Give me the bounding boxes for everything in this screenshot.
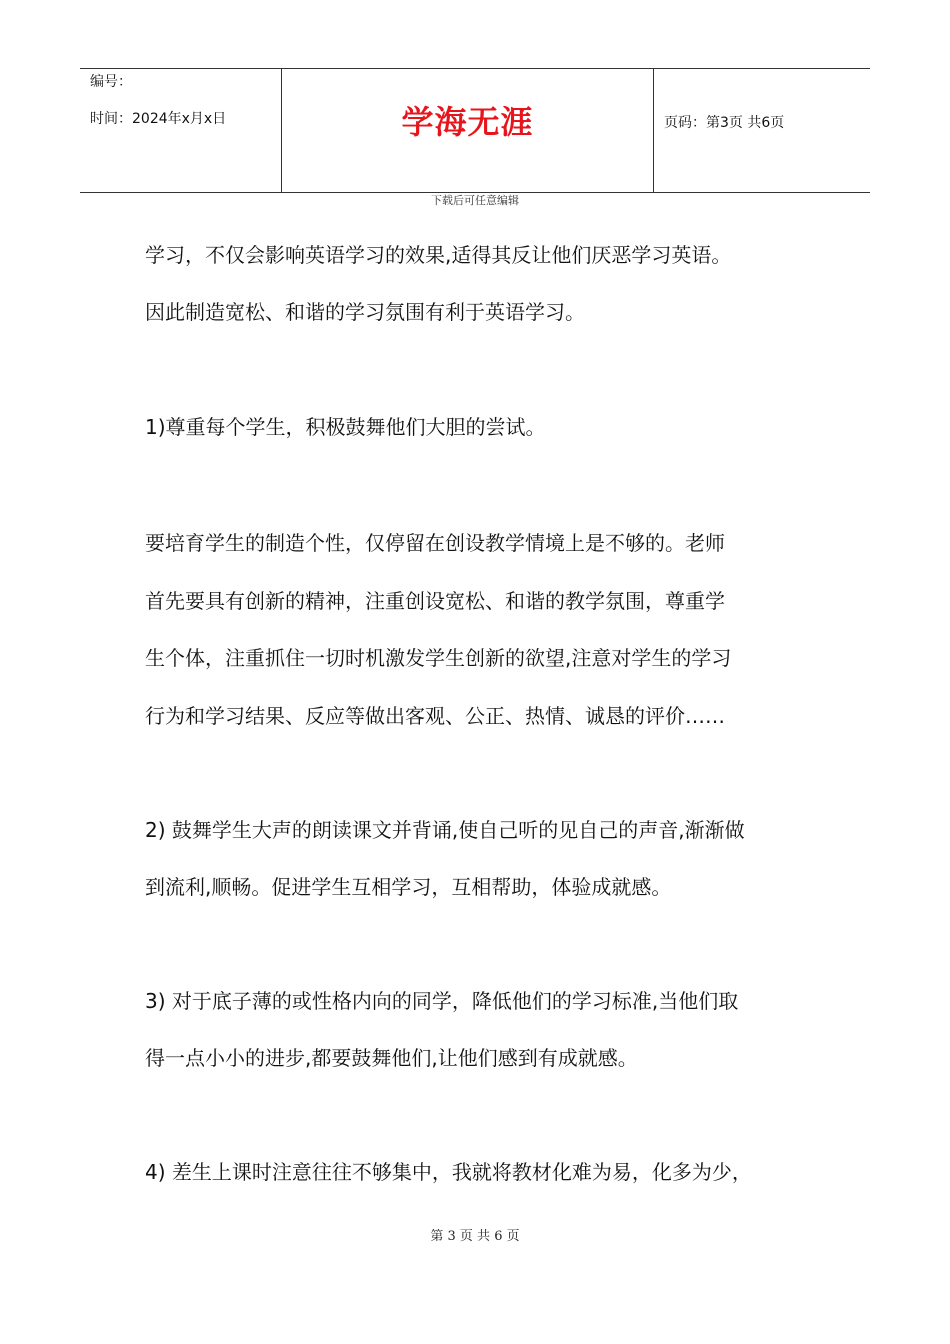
list-item-3: 3) 对于底子薄的或性格内向的同学，降低他们的学习标准,当他们取 <box>145 989 739 1013</box>
brand-title: 学海无涯 <box>401 103 534 141</box>
page-footer: 第 3 页 共 6 页 <box>430 1229 520 1244</box>
body-line: 要培育学生的制造个性，仅停留在创设教学情境上是不够的。老师 <box>145 531 725 555</box>
body-line: 学习，不仅会影响英语学习的效果,适得其反让他们厌恶学习英语。 <box>145 243 732 267</box>
edit-note: 下载后可任意编辑 <box>431 194 519 207</box>
body-line: 生个体，注重抓住一切时机激发学生创新的欲望,注意对学生的学习 <box>145 646 732 670</box>
header-brand-cell <box>281 69 654 192</box>
body-line: 到流利,顺畅。促进学生互相学习，互相帮助，体验成就感。 <box>145 875 672 899</box>
list-item-2: 2) 鼓舞学生大声的朗读课文并背诵,使自己听的见自己的声音,渐渐做 <box>145 818 745 842</box>
document-date-label: 时间：2024年x月x日 <box>90 111 227 127</box>
body-line: 首先要具有创新的精神，注重创设宽松、和谐的教学氛围，尊重学 <box>145 589 725 613</box>
page-code-label: 页码：第3页 共6页 <box>664 115 785 131</box>
list-item-1: 1)尊重每个学生，积极鼓舞他们大胆的尝试。 <box>145 415 546 439</box>
body-line: 行为和学习结果、反应等做出客观、公正、热情、诚恳的评价…… <box>145 704 725 728</box>
header-page-cell <box>654 69 870 192</box>
document-header <box>80 68 870 193</box>
header-meta-cell <box>80 69 281 192</box>
list-item-4: 4) 差生上课时注意往往不够集中，我就将教材化难为易，化多为少， <box>145 1160 752 1184</box>
document-number-label: 编号： <box>90 74 132 90</box>
body-line: 得一点小小的进步,都要鼓舞他们,让他们感到有成就感。 <box>145 1046 638 1070</box>
body-line: 因此制造宽松、和谐的学习氛围有利于英语学习。 <box>145 300 585 324</box>
